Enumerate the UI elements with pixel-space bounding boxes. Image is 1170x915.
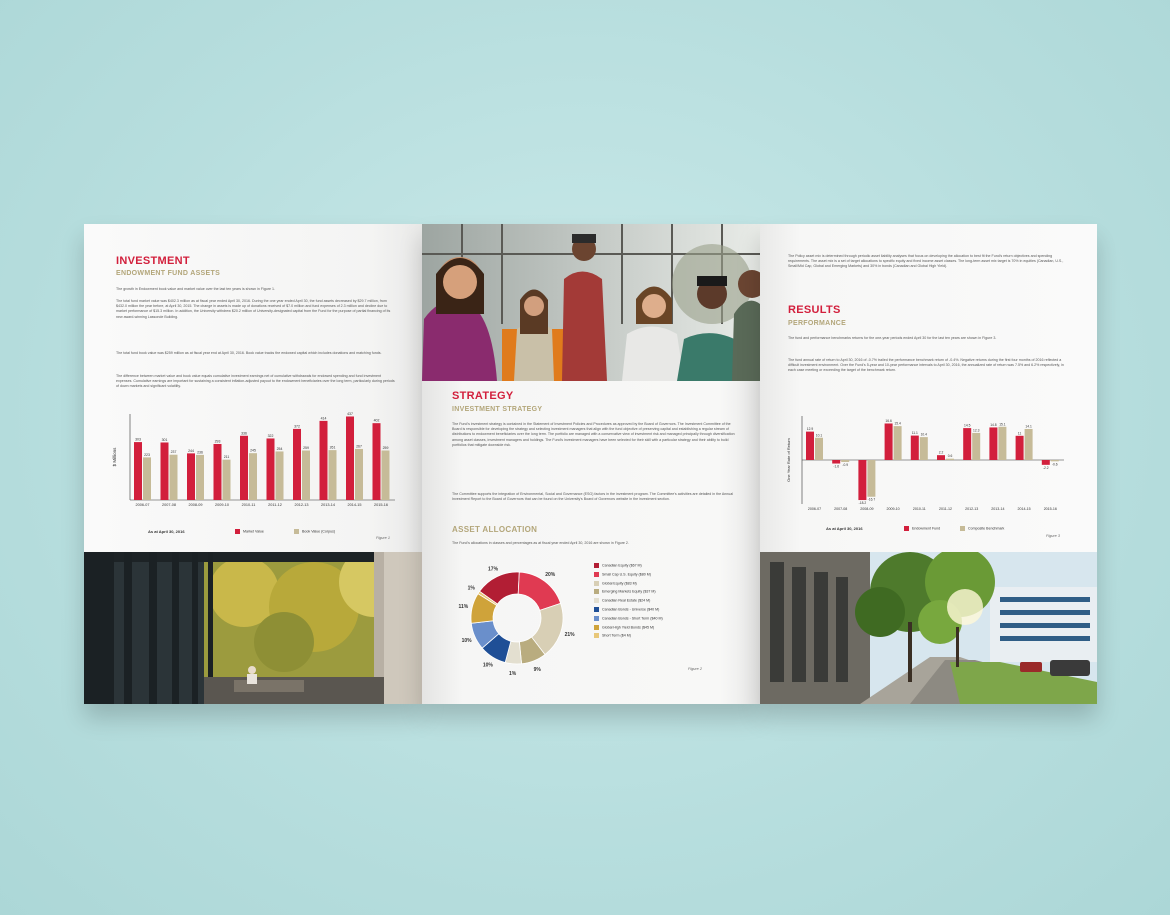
y-axis-label: One Year Rate of Return: [786, 438, 791, 482]
investment-para-2: The total fund market value was $402.3 million as at fiscal year ended April 30, 2016. During the one year ended April 30, the fund assets decreased by $29.7 million, from $432.0 million the year before, at April 30, 2015. The change in assets is made up of donations received of $7.0 million and fund expenses of 2.3 million and decline due to market performance of $15.3 million. In addition, the University withdrew $20.2 million of University-designated capital from the Fund for the purpose of partial financing of its new award-winning Lassonde Building.: [116, 299, 391, 319]
chart1-legend-market: [235, 529, 264, 534]
chart1-legend-book: [294, 529, 335, 534]
bar: [196, 455, 204, 500]
brochure-panel-results: [760, 224, 1097, 704]
investment-title: INVESTMENT: [116, 255, 190, 267]
tick-label: 2015-16: [1043, 507, 1057, 511]
legend-label: Endowment Fund: [912, 526, 941, 531]
bar: [373, 423, 381, 500]
legend-swatch: [235, 529, 240, 534]
data-label: 437: [347, 411, 353, 416]
legend-label: Global High Yield Bonds ($45 M): [602, 625, 655, 630]
legend-swatch: [904, 526, 909, 531]
bar: [894, 426, 902, 460]
allocation-intro: The Fund's allocations in classes and percentages as at fiscal year ended April 30, 2016 are shown in Figure 2.: [452, 541, 629, 545]
investment-para-1: The growth in Endowment book value and market value over the last ten years is shown in Figure 1.: [116, 287, 276, 291]
investment-para-4: The difference between market value and book value equals cumulative investment earnings net of cumulative withdrawals for endowed spending and fund investment expenses. Cumulative earnings are important for sustaining a consistent inflation-adjusted payout to the endowment beneficiaries over the long term, particularly during periods of down markets and significant volatility.: [116, 374, 395, 389]
allocation-legend-item: [594, 607, 663, 612]
students-photo-art: [422, 224, 760, 381]
slice-percent-label: 21%: [564, 632, 575, 639]
bar: [885, 423, 893, 460]
legend-label: Emerging Markets Equity ($37 M): [602, 589, 656, 594]
bar: [946, 459, 954, 460]
legend-label: Book Value (Corpus): [302, 529, 336, 534]
data-label: -1.6: [833, 464, 840, 469]
legend-swatch: [594, 625, 599, 630]
bar: [240, 436, 248, 500]
tick-label: 2007-08: [834, 507, 848, 511]
strategy-para-2: The Committee supports the integration of Environmental, Social and Governance (ESG) factors in the investment program. The Committee's activities are detailed in the Annual Investment Report to the Board of Governors that can be found on the University's Board of Governors website in the investment section.: [452, 492, 734, 502]
slice-percent-label: 10%: [482, 662, 493, 669]
data-label: 414: [320, 416, 327, 421]
legend-label: Composite Benchmark: [968, 526, 1005, 531]
strategy-subtitle: INVESTMENT STRATEGY: [452, 406, 543, 413]
allocation-legend-item: [594, 589, 663, 594]
students-photo: [422, 224, 760, 381]
bar: [1051, 460, 1059, 461]
data-label: 244: [188, 448, 194, 453]
slice-percent-label: 1%: [467, 585, 475, 592]
allocation-legend-item: [594, 581, 663, 586]
legend-swatch: [594, 633, 599, 638]
legend-swatch: [594, 572, 599, 577]
bar: [806, 432, 814, 460]
bar: [963, 428, 971, 460]
legend-swatch: [594, 616, 599, 621]
data-label: 259: [382, 446, 389, 451]
legend-swatch: [594, 563, 599, 568]
bar: [267, 438, 275, 500]
data-label: 259: [303, 446, 309, 451]
figure-1-label: Figure 1: [376, 536, 390, 540]
campus-street-photo-art: [760, 552, 1097, 704]
tick-label: 2015-16: [374, 503, 388, 507]
policy-intro: The Policy asset mix is determined through periodic asset liability analyses that focus on developing the allocation to best fit the Fund's return objectives and spending requirements. The asset mix is a set of target allocations to specific equity and fixed income asset classes. The long-term asset mix target is 70% in equities (Canadian, U.S., Small/Mid Cap, Global and Emerging Markets) and 30% in bonds (Canadian and Global High Yield).: [788, 254, 1064, 269]
legend-swatch: [594, 589, 599, 594]
legend-swatch: [960, 526, 965, 531]
tick-label: 2006-07: [135, 503, 150, 507]
data-label: 237: [170, 450, 177, 455]
figure-2-label: Figure 2: [688, 667, 702, 671]
bar: [170, 455, 178, 500]
asset-allocation-title: ASSET ALLOCATION: [452, 525, 538, 534]
data-label: 14.5: [963, 423, 971, 428]
tick-label: 2012-13: [965, 507, 979, 511]
bar: [346, 416, 354, 500]
y-axis-label: $ Millions: [112, 447, 117, 467]
data-label: 10.4: [920, 432, 928, 437]
bar: [1025, 429, 1033, 460]
data-label: 267: [356, 444, 362, 449]
endowment-subtitle: ENDOWMENT FUND ASSETS: [116, 270, 221, 277]
data-label: 12.3: [972, 428, 980, 433]
tick-label: 2014-15: [347, 503, 362, 507]
slice-percent-label: 10%: [461, 638, 472, 645]
data-label: 16.6: [885, 418, 892, 423]
bar: [329, 450, 337, 500]
bar: [276, 451, 284, 500]
data-label: 10.1: [815, 433, 823, 438]
data-label: 14.1: [1025, 424, 1032, 429]
data-label: 0.6: [947, 454, 953, 459]
data-label: 303: [135, 437, 141, 442]
allocation-legend-item: [594, 572, 663, 577]
data-label: -0.9: [842, 462, 849, 467]
data-label: -2.2: [1042, 465, 1049, 470]
bar: [293, 429, 301, 500]
data-label: 245: [250, 448, 256, 453]
tick-label: 2011-12: [939, 507, 952, 511]
data-label: 261: [329, 445, 336, 450]
data-label: 402: [373, 418, 380, 423]
data-label: 15.4: [894, 421, 901, 426]
data-label: 322: [267, 433, 274, 438]
tick-label: 2008-09: [188, 503, 203, 507]
walkway-photo-art: [84, 552, 422, 704]
bar: [143, 457, 151, 500]
data-label: 372: [294, 424, 300, 429]
brochure-panel-investment: [84, 224, 422, 704]
bar: [832, 460, 840, 464]
bar: [998, 427, 1006, 460]
data-label: 301: [161, 437, 168, 442]
tick-label: 2011-12: [268, 503, 282, 507]
legend-label: Canadian Equity ($67 M): [602, 563, 642, 568]
chart1-caption: As at April 30, 2016: [148, 529, 185, 534]
allocation-legend-item: [594, 598, 663, 603]
bar: [382, 451, 390, 500]
brochure-panel-strategy: [422, 224, 760, 704]
bar: [815, 438, 823, 460]
tick-label: 2010-11: [241, 503, 256, 507]
bar: [302, 451, 310, 500]
data-label: 336: [241, 431, 247, 436]
tick-label: 2009-10: [886, 507, 900, 511]
allocation-legend-item: [594, 633, 663, 638]
bar: [972, 433, 980, 460]
endowment-bar-chart: [110, 410, 400, 510]
tick-label: 2012-13: [294, 503, 309, 507]
investment-para-3: The total fund book value was $259 million as at fiscal year end at April 30, 2016. Book value tracks the endowed capital which includes donations and matching funds.: [116, 351, 382, 355]
returns-bar-chart: [782, 398, 1072, 518]
results-para-2: The fund annual rate of return to April 30, 2016 of -0.7% trailed the performance benchmark return of -0.4%. Negative returns during the first four months of 2016 reflected a difficult investment environment. Over the Fund's 5-year and 10-year performance intervals to April 30, 2016, the annualized rate of return was 7.5% and 6.2% respectively, in each case meeting or exceeding the target of the benchmark return.: [788, 358, 1064, 373]
slice-percent-label: 11%: [458, 603, 469, 610]
tick-label: 2006-07: [807, 507, 822, 511]
tick-label: 2008-09: [860, 507, 874, 511]
allocation-legend-item: [594, 563, 663, 568]
strategy-para-1: The Fund's investment strategy is contained in the Statement of Investment Policies and Procedures as approved by the Board of Governors. The Investment Committee of the Board is responsible for developing the strategy and selecting investment managers that align with the fund objective of preserving capital and establishing a regular stream of distributions to endowment beneficiaries over the long term. The portfolio are managed with a conservative view of investment risk and managed principally through diversification among asset classes, investment managers and holdings. The Fund's investment managers have been selected for their skill with a particular strategy and their ability to build portfolios that mitigate downside risk.: [452, 422, 735, 447]
data-label: 12.9: [806, 427, 814, 432]
data-label: 254: [276, 446, 283, 451]
bar: [1016, 436, 1024, 460]
bar: [920, 437, 928, 460]
chart3-legend-fund: [904, 526, 940, 531]
data-label: -16.7: [867, 497, 876, 502]
asset-allocation-legend: [594, 563, 663, 642]
legend-label: Canadian Bonds - Short Term ($40 M): [602, 616, 663, 621]
bar: [355, 449, 363, 500]
data-label: 236: [197, 450, 203, 455]
data-label: -0.6: [1051, 462, 1058, 467]
results-title: RESULTS: [788, 304, 841, 316]
data-label: 11: [1017, 431, 1022, 436]
allocation-legend-item: [594, 616, 663, 621]
tick-label: 2009-10: [215, 503, 229, 507]
tick-label: 2013-14: [991, 507, 1005, 511]
legend-swatch: [294, 529, 299, 534]
data-label: 11.1: [911, 431, 918, 436]
legend-swatch: [594, 581, 599, 586]
bar: [223, 460, 231, 500]
legend-swatch: [594, 607, 599, 612]
slice-percent-label: 1%: [508, 670, 517, 677]
asset-allocation-donut: [447, 558, 587, 678]
data-label: -18.2: [858, 501, 867, 506]
legend-label: Short Term ($4 M): [602, 633, 631, 638]
bar: [989, 427, 997, 460]
bar: [1042, 460, 1050, 465]
bar: [320, 421, 328, 500]
campus-street-photo: [760, 552, 1097, 704]
bar: [187, 453, 195, 500]
data-label: 293: [214, 439, 221, 444]
bar: [858, 460, 866, 500]
legend-swatch: [594, 598, 599, 603]
data-label: 223: [144, 452, 150, 457]
chart3-caption: As at April 30, 2016: [826, 526, 863, 531]
legend-label: Market Value: [243, 529, 264, 534]
bar: [161, 442, 169, 500]
tick-label: 2014-15: [1017, 507, 1031, 511]
slice-percent-label: 9%: [533, 667, 541, 674]
bar: [134, 442, 142, 500]
data-label: 15.1: [999, 422, 1006, 427]
bar: [937, 455, 945, 460]
slice-percent-label: 20%: [545, 572, 556, 579]
data-label: 14.8: [990, 422, 997, 427]
bar: [911, 436, 919, 460]
tick-label: 2007-08: [162, 503, 176, 507]
legend-label: Canadian Real Estate ($24 M): [602, 598, 651, 603]
data-label: 211: [223, 455, 230, 460]
bar: [214, 444, 222, 500]
tick-label: 2010-11: [912, 507, 926, 511]
bar: [841, 460, 849, 462]
tick-label: 2013-14: [321, 503, 335, 507]
legend-label: Small Cap U.S. Equity ($80 M): [602, 572, 651, 577]
walkway-photo: [84, 552, 422, 704]
bar: [867, 460, 875, 497]
allocation-legend-item: [594, 625, 663, 630]
legend-label: Global Equity ($83 M): [602, 581, 637, 586]
strategy-title: STRATEGY: [452, 390, 514, 402]
slice-percent-label: 17%: [488, 566, 499, 573]
bar: [249, 453, 257, 500]
results-para-1: The fund and performance benchmarks returns for the one-year periods ended April 30 for the last ten years are shown in Figure 3.: [788, 336, 997, 340]
performance-subtitle: PERFORMANCE: [788, 320, 847, 327]
legend-label: Canadian Bonds - Universe ($40 M): [602, 607, 660, 612]
data-label: 2.2: [938, 450, 944, 455]
figure-3-label: Figure 3: [1046, 534, 1060, 538]
chart3-legend-benchmark: [960, 526, 1004, 531]
